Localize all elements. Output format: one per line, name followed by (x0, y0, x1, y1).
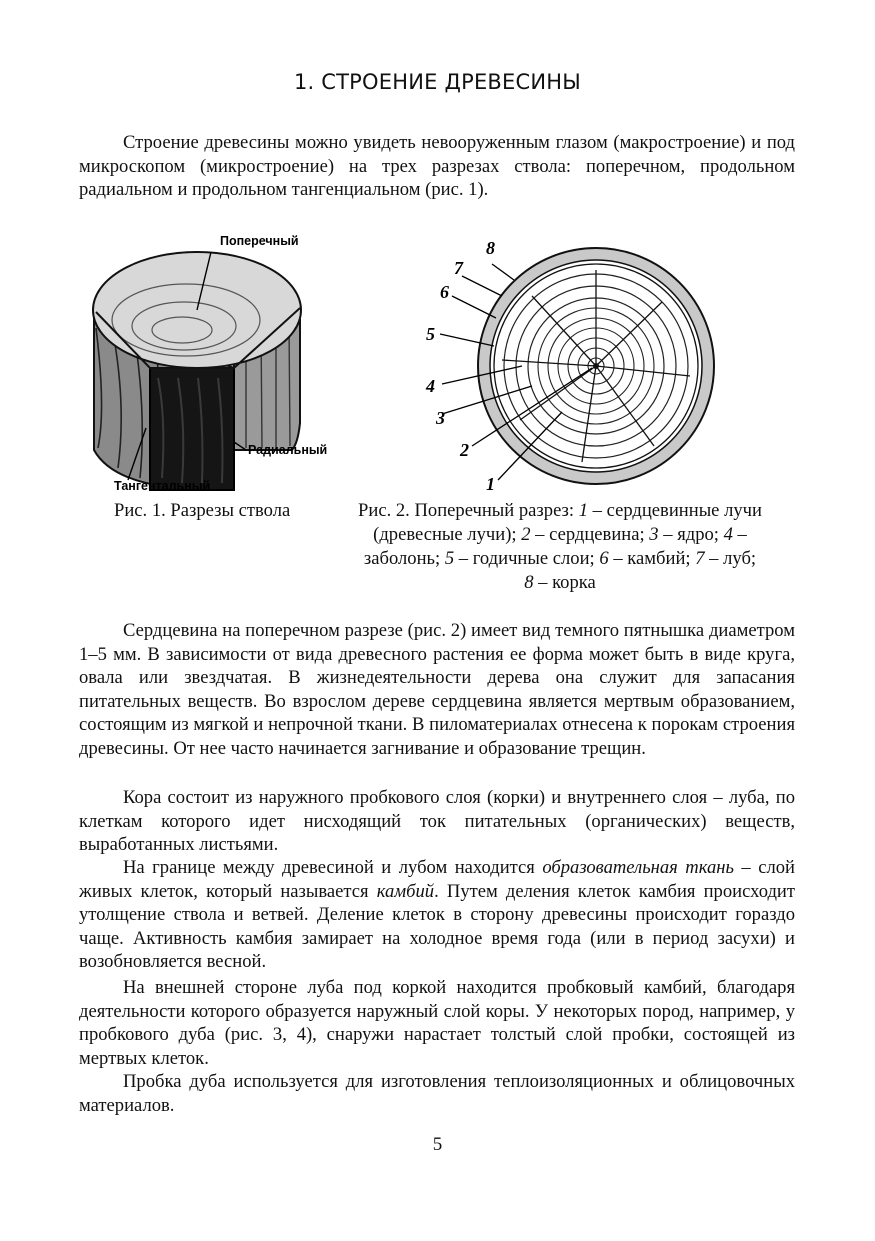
caption-num-1: 1 (578, 500, 589, 521)
caption-num-5: 5 (444, 548, 455, 569)
cambium-text-c: . Путем деления клеток камбия происходит утолщение ствола и ветвей. Деление клеток в сторону древесины происходит гораздо чаще. Активность камбия замирает на холодное время года (или в период засухи) и возобновляется весной. (79, 880, 795, 972)
figure-2-cross-section (422, 236, 722, 498)
label-radial: Радиальный (248, 443, 328, 457)
paragraph-pith: Сердцевина на поперечном разрезе (рис. 2) имеет вид темного пятнышка диаметром 1–5 мм. В зависимости от вида древесного растения ее форма может быть в виде круга, овала или звездчатая. В жизнедеятельности дерева она служит для запасания питательных веществ. Во взрослом дереве сердцевина является мертвым образованием, состоящим из мягкой и непрочной ткани. В пиломатериалах отнесена к порокам строения древесины. От нее часто начинается загнивание и образование трещин. (79, 620, 795, 759)
figure-2-caption (358, 499, 762, 595)
caption-text-1: – сердцевинные лучи (древесные лучи); (373, 500, 762, 545)
caption-text-4: – заболонь; (363, 524, 747, 569)
fig2-number-4: 4 (426, 376, 435, 396)
label-cross-section: Поперечный (220, 234, 299, 248)
paragraph-cambium (79, 856, 795, 974)
caption-text-7: – луб; (704, 548, 757, 569)
figure-1-caption: Рис. 1. Разрезы ствола (114, 500, 291, 521)
caption-num-4: 4 (723, 524, 733, 545)
caption-text-6: – камбий; (608, 548, 696, 569)
caption-num-7: 7 (695, 548, 705, 569)
fig2-number-8: 8 (486, 238, 495, 258)
caption-text-8: – корка (533, 572, 596, 593)
caption-prefix: Рис. 2. Поперечный разрез: (358, 500, 579, 521)
figure-1-trunk-sections (86, 228, 348, 498)
page-title: 1. СТРОЕНИЕ ДРЕВЕСИНЫ (293, 70, 581, 94)
cambium-term: камбий (376, 880, 435, 902)
caption-num-6: 6 (599, 548, 609, 569)
fig2-number-7: 7 (454, 258, 463, 278)
paragraph-cork-cambium: На внешней стороне луба под коркой находится пробковый камбий, благодаря деятельности которого образуется наружный слой коры. У некоторых пород, например, у пробкового дуба (рис. 3, 4), снаружи нарастает толстый слой пробки, состоящей из мертвых клеток. (79, 977, 795, 1069)
caption-text-5: – годичные слои; (454, 548, 600, 569)
cambium-text-b: – слой живых клеток, который называется (79, 857, 795, 902)
fig2-number-5: 5 (426, 324, 435, 344)
cambium-term-tissue: образовательная ткань (542, 857, 734, 878)
caption-num-2: 2 (521, 524, 531, 545)
caption-text-2: – сердцевина; (530, 524, 650, 545)
paragraph-bark: Кора состоит из наружного пробкового слоя (корки) и внутреннего слоя – луба, по клеткам которого идет нисходящий ток питательных (органических) веществ, выработанных листьями. (79, 787, 795, 855)
cambium-text-a: На границе между древесиной и лубом находится (123, 857, 543, 878)
page-number: 5 (432, 1134, 443, 1155)
paragraph-cork-use: Пробка дуба используется для изготовления теплоизоляционных и облицовочных материалов. (79, 1071, 795, 1116)
caption-num-3: 3 (649, 524, 659, 545)
fig2-number-6: 6 (440, 282, 449, 302)
caption-num-8: 8 (524, 572, 534, 593)
caption-text-3: – ядро; (658, 524, 724, 545)
fig2-number-3: 3 (436, 408, 445, 428)
fig2-number-1: 1 (486, 474, 495, 494)
label-tangential: Тангентальный (114, 479, 211, 493)
intro-paragraph: Строение древесины можно увидеть невооруженным глазом (макростроение) и под микроскопом (микростроение) на трех разрезах ствола: поперечном, продольном радиальном и продольном тангенциальном (рис. 1). (79, 132, 795, 200)
fig2-number-2: 2 (460, 440, 469, 460)
